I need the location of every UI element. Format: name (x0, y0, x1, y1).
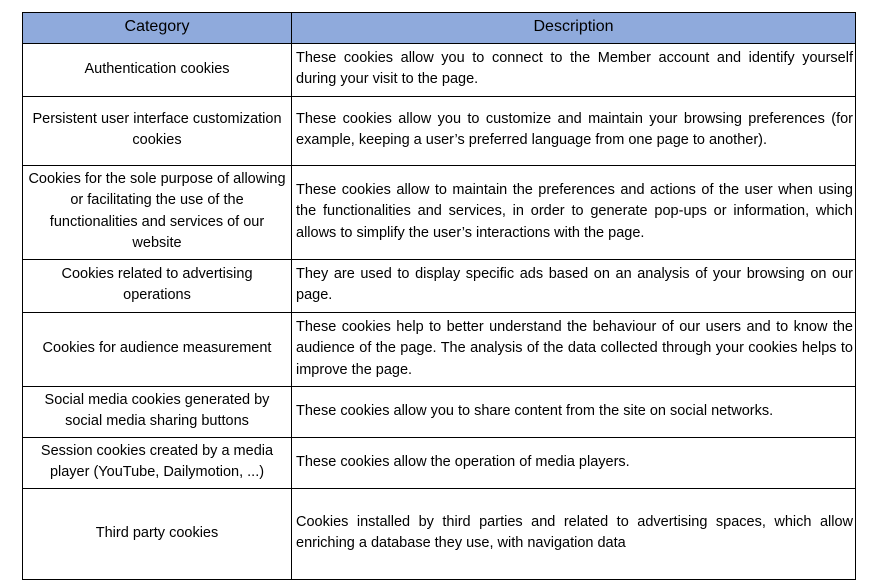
cell-category: Authentication cookies (23, 44, 292, 97)
cell-category: Cookies for audience measurement (23, 312, 292, 386)
cell-description: These cookies allow to maintain the preferences and actions of the user when using the functionalities and services, in order to generate pop-ups or information, which allows to simplify the user’s interactions with the page. (292, 165, 856, 259)
table-row (23, 165, 856, 259)
table-header-row (23, 13, 856, 44)
cell-description: These cookies allow the operation of media players. (292, 437, 856, 488)
table-body (23, 44, 856, 580)
table-row (23, 44, 856, 97)
table-row (23, 312, 856, 386)
cell-description: They are used to display specific ads based on an analysis of your browsing on our page. (292, 259, 856, 312)
cell-category: Persistent user interface customization cookies (23, 96, 292, 165)
table-row (23, 437, 856, 488)
table-row (23, 386, 856, 437)
cookie-category-table (22, 12, 856, 580)
cell-description: Cookies installed by third parties and related to advertising spaces, which allow enriching a database they use, with navigation data (292, 488, 856, 579)
cell-category: Social media cookies generated by social media sharing buttons (23, 386, 292, 437)
cell-category: Cookies related to advertising operations (23, 259, 292, 312)
cell-category: Third party cookies (23, 488, 292, 579)
table-header (23, 13, 856, 44)
cell-description: These cookies allow you to customize and maintain your browsing preferences (for example, keeping a user’s preferred language from one page to another). (292, 96, 856, 165)
cell-description: These cookies help to better understand the behaviour of our users and to know the audience of the page. The analysis of the data collected through your cookies helps to improve the page. (292, 312, 856, 386)
table-row (23, 96, 856, 165)
cell-description: These cookies allow you to connect to the Member account and identify yourself during your visit to the page. (292, 44, 856, 97)
cell-category: Cookies for the sole purpose of allowing or facilitating the use of the functionalities and services of our website (23, 165, 292, 259)
cell-description: These cookies allow you to share content from the site on social networks. (292, 386, 856, 437)
cell-category: Session cookies created by a media player (YouTube, Dailymotion, ...) (23, 437, 292, 488)
table-row (23, 259, 856, 312)
table-row (23, 488, 856, 579)
column-header-category: Category (23, 13, 292, 44)
cookie-policy-table-container (22, 12, 855, 580)
column-header-description: Description (292, 13, 856, 44)
